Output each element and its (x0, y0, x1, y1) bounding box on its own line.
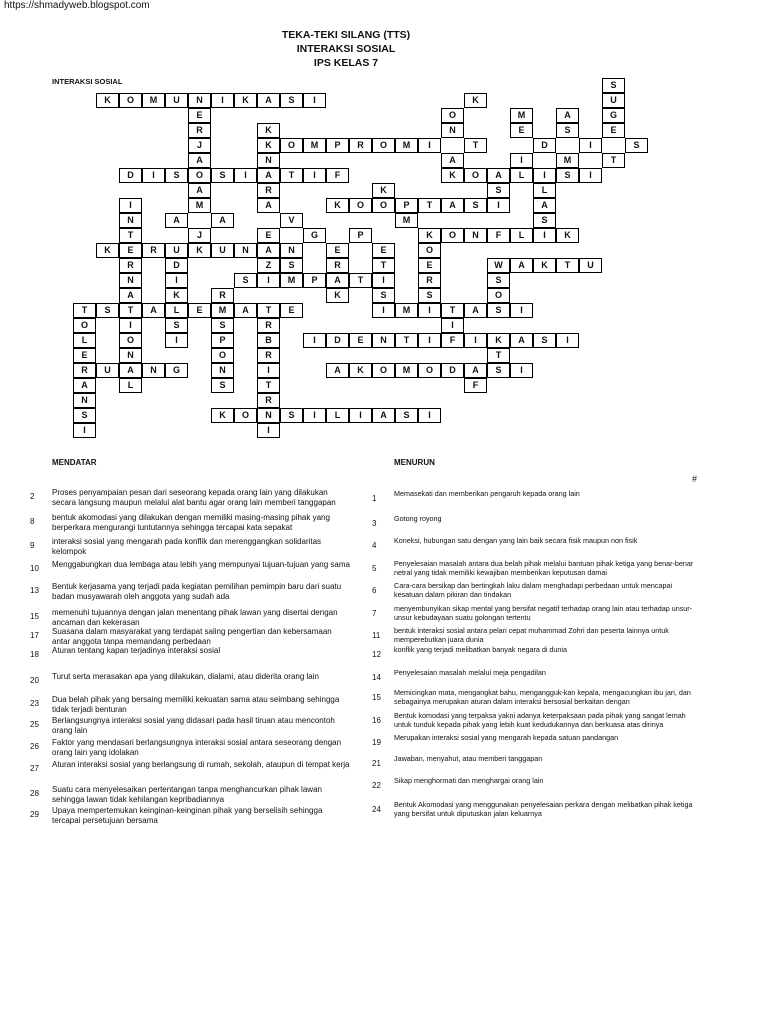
grid-cell: A (372, 408, 395, 423)
down-clue-text: Merupakan interaksi sosial yang mengarah kepada satuan pandangan (394, 733, 619, 742)
grid-cell: K (96, 93, 119, 108)
grid-cell: O (119, 93, 142, 108)
down-clue-number: 19 (372, 738, 381, 747)
grid-cell: K (211, 408, 234, 423)
grid-cell: K (326, 288, 349, 303)
grid-cell: O (280, 138, 303, 153)
grid-cell: R (211, 288, 234, 303)
grid-cell: N (119, 213, 142, 228)
grid-cell: E (280, 303, 303, 318)
grid-cell: O (441, 228, 464, 243)
grid-cell: I (579, 168, 602, 183)
grid-cell: A (441, 198, 464, 213)
grid-cell: B (257, 333, 280, 348)
down-clue-text: Bentuk komodasi yang terpaksa yakni adanya keterpaksaan pada pihak yang sangat lemah untuk tunduk kepada pihak yang lebih kuat kedudukannya dan berkuasa atas dirinya (394, 711, 686, 729)
grid-cell: N (73, 393, 96, 408)
grid-cell: S (280, 93, 303, 108)
grid-cell: S (211, 378, 234, 393)
grid-cell: K (487, 333, 510, 348)
grid-cell: S (487, 273, 510, 288)
grid-cell: E (326, 243, 349, 258)
grid-cell: R (188, 123, 211, 138)
grid-cell: G (602, 108, 625, 123)
grid-cell: S (487, 363, 510, 378)
grid-cell: P (326, 138, 349, 153)
across-clue-text: Berlangsungnya interaksi sosial yang didasari pada hasil tiruan atau mencontoh orang lain (52, 716, 335, 735)
down-clue-number: 3 (372, 519, 377, 528)
grid-cell: I (119, 198, 142, 213)
grid-cell: M (395, 363, 418, 378)
grid-cell: I (257, 423, 280, 438)
grid-cell: M (211, 303, 234, 318)
grid-cell: K (234, 93, 257, 108)
grid-cell: A (211, 213, 234, 228)
grid-cell: I (533, 168, 556, 183)
grid-cell: F (487, 228, 510, 243)
across-clue-text: Aturan tentang kapan terjadinya interaksi sosial (52, 646, 221, 655)
grid-cell: K (556, 228, 579, 243)
across-clue-number: 17 (30, 631, 39, 640)
grid-cell: S (464, 198, 487, 213)
across-clue-number: 23 (30, 699, 39, 708)
grid-cell: A (188, 153, 211, 168)
grid-cell: I (303, 333, 326, 348)
across-clue-number: 2 (30, 492, 35, 501)
grid-cell: T (73, 303, 96, 318)
grid-cell: A (464, 303, 487, 318)
down-clue-number: 12 (372, 650, 381, 659)
across-clue-number: 9 (30, 541, 35, 550)
grid-cell: J (188, 138, 211, 153)
grid-cell: S (533, 333, 556, 348)
grid-cell: I (510, 153, 533, 168)
grid-cell: I (165, 333, 188, 348)
grid-cell: L (165, 303, 188, 318)
grid-cell: S (372, 288, 395, 303)
down-clue-text: bentuk interaksi sosial antara pelari cepat muhammad Zohri dan peserta lainnya untuk memperebutkan juara dunia (394, 626, 669, 644)
across-clue-number: 10 (30, 564, 39, 573)
grid-cell: E (188, 303, 211, 318)
page-subtitle: INTERAKSI SOSIAL (296, 43, 396, 55)
grid-cell: A (257, 243, 280, 258)
down-clue-number: 21 (372, 759, 381, 768)
grid-cell: F (326, 168, 349, 183)
grid-cell: L (73, 333, 96, 348)
grid-cell: I (372, 273, 395, 288)
grid-cell: W (487, 258, 510, 273)
grid-cell: I (487, 198, 510, 213)
grid-cell: I (119, 318, 142, 333)
down-clue-number: 7 (372, 609, 377, 618)
grid-cell: T (119, 228, 142, 243)
grid-cell: I (510, 303, 533, 318)
grid-cell: O (188, 168, 211, 183)
grid-cell: M (395, 213, 418, 228)
grid-label: INTERAKSI SOSIAL (52, 77, 123, 86)
grid-cell: E (119, 243, 142, 258)
grid-cell: S (280, 258, 303, 273)
grid-cell: D (326, 333, 349, 348)
grid-cell: K (533, 258, 556, 273)
grid-cell: K (464, 93, 487, 108)
grid-cell: N (464, 228, 487, 243)
grid-cell: S (211, 318, 234, 333)
across-heading: MENDATAR (52, 458, 97, 467)
page-title: TEKA-TEKI SILANG (TTS) (281, 29, 411, 41)
grid-cell: S (395, 408, 418, 423)
across-clue-number: 29 (30, 810, 39, 819)
grid-cell: R (349, 138, 372, 153)
grid-cell: T (487, 348, 510, 363)
grid-cell: Z (257, 258, 280, 273)
grid-cell: P (395, 198, 418, 213)
down-heading: MENURUN (394, 458, 435, 467)
across-clue-number: 13 (30, 586, 39, 595)
grid-cell: N (188, 93, 211, 108)
grid-cell: K (326, 198, 349, 213)
down-clue-text: konflik yang terjadi melibatkan banyak negara di dunia (394, 645, 568, 654)
grid-cell: T (257, 378, 280, 393)
grid-cell: I (73, 423, 96, 438)
hash-mark: # (692, 474, 698, 484)
grid-cell: F (441, 333, 464, 348)
grid-cell: E (418, 258, 441, 273)
down-clue-number: 22 (372, 781, 381, 790)
grid-cell: A (119, 363, 142, 378)
grid-cell: D (165, 258, 188, 273)
grid-cell: O (119, 333, 142, 348)
grid-cell: M (510, 108, 533, 123)
grid-cell: A (510, 333, 533, 348)
across-clue-number: 26 (30, 742, 39, 751)
grid-cell: S (602, 78, 625, 93)
grid-cell: E (188, 108, 211, 123)
grid-cell: T (464, 138, 487, 153)
class-label: IPS KELAS 7 (313, 57, 379, 69)
grid-cell: A (326, 273, 349, 288)
grid-cell: S (625, 138, 648, 153)
grid-cell: S (165, 168, 188, 183)
grid-cell: U (96, 363, 119, 378)
grid-cell: S (556, 168, 579, 183)
grid-cell: U (165, 243, 188, 258)
grid-cell: I (579, 138, 602, 153)
down-clue-text: Cara-cara bersikap dan bertingkah laku dalam menghadapi perbedaan untuk mencapai kesatuan dalam pikiran dan tindakan (394, 581, 673, 599)
grid-cell: I (142, 168, 165, 183)
grid-cell: P (349, 228, 372, 243)
grid-cell: N (234, 243, 257, 258)
grid-cell: T (441, 303, 464, 318)
grid-cell: R (119, 258, 142, 273)
grid-cell: U (165, 93, 188, 108)
grid-cell: I (211, 93, 234, 108)
across-clue-text: Suasana dalam masyarakat yang terdapat saling pengertian dan kebersamaan antar anggota tanpa memandang perbedaan (52, 627, 332, 646)
across-clue-number: 20 (30, 676, 39, 685)
grid-cell: D (119, 168, 142, 183)
grid-cell: N (280, 243, 303, 258)
grid-cell: I (372, 303, 395, 318)
down-clue-number: 5 (372, 564, 377, 573)
grid-cell: I (441, 318, 464, 333)
down-clue-text: Gotong royong (394, 514, 442, 523)
grid-cell: O (418, 363, 441, 378)
grid-cell: D (441, 363, 464, 378)
grid-cell: E (510, 123, 533, 138)
across-clue-text: interaksi sosial yang mengarah pada konflik dan merenggangkan solidaritas kelompok (52, 537, 322, 556)
grid-cell: G (165, 363, 188, 378)
across-clue-text: Faktor yang mendasari berlangsungnya interaksi sosial antara seseorang dengan orang lain yang idolakan (52, 738, 342, 757)
grid-cell: O (418, 243, 441, 258)
grid-cell: O (349, 198, 372, 213)
grid-cell: A (188, 183, 211, 198)
across-clue-number: 18 (30, 650, 39, 659)
grid-cell: O (211, 348, 234, 363)
grid-cell: I (234, 168, 257, 183)
grid-cell: R (326, 258, 349, 273)
grid-cell: I (303, 93, 326, 108)
across-clue-number: 15 (30, 612, 39, 621)
down-clue-text: menyembunyikan sikap mental yang bersifat negatif terhadap orang lain atau terhadap unsur-unsur kebudayaan suatu golongan tertentu (394, 604, 693, 622)
grid-cell: O (234, 408, 257, 423)
across-clue-text: Aturan interaksi sosial yang berlangsung di rumah, sekolah, ataupun di tempat kerja (52, 760, 350, 769)
grid-cell: S (234, 273, 257, 288)
down-clue-text: Penyelesaian masalah antara dua belah pihak melalui bantuan pihak ketiga yang benar-benar netral yang tidak memiliki kewajiban memberikan keputusan damai (394, 559, 694, 577)
grid-cell: T (395, 333, 418, 348)
grid-cell: E (602, 123, 625, 138)
grid-cell: U (579, 258, 602, 273)
grid-cell: R (418, 273, 441, 288)
grid-cell: T (418, 198, 441, 213)
grid-cell: M (142, 93, 165, 108)
grid-cell: A (73, 378, 96, 393)
grid-cell: L (510, 168, 533, 183)
grid-cell: K (188, 243, 211, 258)
down-clue-text: Koneksi, hubungan satu dengan yang lain baik secara fisik maupun non fisik (394, 536, 638, 545)
grid-cell: N (441, 123, 464, 138)
grid-cell: I (303, 168, 326, 183)
grid-cell: N (257, 408, 280, 423)
grid-cell: R (257, 183, 280, 198)
grid-cell: K (96, 243, 119, 258)
grid-cell: A (119, 288, 142, 303)
down-clue-number: 15 (372, 693, 381, 702)
grid-cell: I (418, 408, 441, 423)
grid-cell: J (188, 228, 211, 243)
grid-cell: O (372, 363, 395, 378)
grid-cell: R (257, 393, 280, 408)
grid-cell: E (349, 333, 372, 348)
grid-cell: I (464, 333, 487, 348)
grid-cell: T (602, 153, 625, 168)
across-clue-text: Turut serta merasakan apa yang dilakukan, dialami, atau diderita orang lain (52, 672, 319, 681)
grid-cell: S (96, 303, 119, 318)
grid-cell: I (418, 303, 441, 318)
grid-cell: S (487, 303, 510, 318)
grid-cell: T (257, 303, 280, 318)
down-clue-number: 14 (372, 673, 381, 682)
grid-cell: L (326, 408, 349, 423)
down-clue-text: Sikap menghormati dan menghargai orang lain (394, 776, 544, 785)
grid-cell: I (349, 408, 372, 423)
grid-cell: S (487, 183, 510, 198)
grid-cell: R (142, 243, 165, 258)
grid-cell: P (211, 333, 234, 348)
grid-cell: O (372, 138, 395, 153)
grid-cell: L (533, 183, 556, 198)
across-clue-text: Upaya mempertemukan keinginan-keinginan pihak yang berselisih sehingga tercapai persetujuan bersama (52, 806, 323, 825)
grid-cell: M (556, 153, 579, 168)
grid-cell: M (395, 303, 418, 318)
grid-cell: I (257, 273, 280, 288)
across-clue-text: bentuk akomodasi yang dilakukan dengan memiliki masing-masing pihak yang berperkara mengurangi tuntutannya sehingga tercapai kata sepakat (52, 513, 330, 532)
across-clue-number: 28 (30, 789, 39, 798)
grid-cell: O (73, 318, 96, 333)
grid-cell: E (257, 228, 280, 243)
grid-cell: K (372, 183, 395, 198)
grid-cell: A (533, 198, 556, 213)
grid-cell: L (119, 378, 142, 393)
grid-cell: A (257, 93, 280, 108)
grid-cell: A (464, 363, 487, 378)
across-clue-number: 27 (30, 764, 39, 773)
grid-cell: I (418, 333, 441, 348)
crossword-grid (0, 0, 768, 460)
grid-cell: A (510, 258, 533, 273)
grid-cell: F (464, 378, 487, 393)
grid-cell: O (464, 168, 487, 183)
grid-cell: I (303, 408, 326, 423)
grid-cell: A (257, 198, 280, 213)
down-clue-number: 1 (372, 494, 377, 503)
grid-cell: D (533, 138, 556, 153)
grid-cell: E (73, 348, 96, 363)
grid-cell: M (188, 198, 211, 213)
grid-cell: M (303, 138, 326, 153)
grid-cell: R (257, 318, 280, 333)
grid-cell: N (119, 273, 142, 288)
down-clue-text: Memicingkan mata, mengangkat bahu, mengangguk-kan kepala, mengacungkan ibu jari, dan sebagainya merupakan aturan dalam interaksi bersosial berkaitan dengan (394, 688, 691, 706)
grid-cell: A (326, 363, 349, 378)
grid-cell: U (602, 93, 625, 108)
down-clue-text: Penyelesaian masalah melalui meja pengadilan (394, 668, 546, 677)
grid-cell: K (441, 168, 464, 183)
down-clue-text: Jawaban, menyahut, atau memberi tanggapan (394, 754, 543, 763)
grid-cell: N (142, 363, 165, 378)
grid-cell: S (533, 213, 556, 228)
grid-cell: M (280, 273, 303, 288)
grid-cell: K (349, 363, 372, 378)
down-clue-text: Bentuk Akomodasi yang menggunakan penyelesaian perkara dengan melibatkan pihak ketiga yang bersifat untuk diputuskan jalan keluarnya (394, 800, 693, 818)
down-clue-text: Memasekati dan memberikan pengaruh kepada orang lain (394, 489, 580, 498)
grid-cell: E (372, 243, 395, 258)
grid-cell: G (303, 228, 326, 243)
grid-cell: I (510, 363, 533, 378)
grid-cell: N (257, 153, 280, 168)
grid-cell: S (211, 168, 234, 183)
grid-cell: U (211, 243, 234, 258)
grid-cell: K (257, 138, 280, 153)
grid-cell: A (556, 108, 579, 123)
grid-cell: T (349, 273, 372, 288)
grid-cell: A (142, 303, 165, 318)
grid-cell: R (257, 348, 280, 363)
grid-cell: K (165, 288, 188, 303)
grid-cell: A (487, 168, 510, 183)
grid-cell: I (556, 333, 579, 348)
grid-cell: A (257, 168, 280, 183)
grid-cell: T (280, 168, 303, 183)
grid-cell: L (510, 228, 533, 243)
down-clue-number: 4 (372, 541, 377, 550)
across-clue-text: memenuhi tujuannya dengan jalan menentang pihak lawan yang disertai dengan ancaman dan kekerasan (52, 608, 338, 627)
across-clue-number: 25 (30, 720, 39, 729)
grid-cell: A (441, 153, 464, 168)
grid-cell: P (303, 273, 326, 288)
grid-cell: A (165, 213, 188, 228)
grid-cell: T (556, 258, 579, 273)
down-clue-number: 24 (372, 805, 381, 814)
grid-cell: I (257, 363, 280, 378)
grid-cell: S (556, 123, 579, 138)
blog-url[interactable]: https://shmadyweb.blogspot.com (4, 0, 150, 11)
across-clue-text: Dua belah pihak yang bersaing memiliki kekuatan sama atau seimbang sehingga tidak terjadi benturan (52, 695, 340, 714)
grid-cell: T (119, 303, 142, 318)
grid-cell: S (418, 288, 441, 303)
across-clue-text: Suatu cara menyelesaikan pertentangan tanpa menghancurkan pihak lawan sehingga lawan tidak kehilangan kepribadiannya (52, 785, 322, 804)
grid-cell: M (395, 138, 418, 153)
grid-cell: O (372, 198, 395, 213)
down-clue-number: 11 (372, 631, 381, 640)
grid-cell: N (211, 363, 234, 378)
down-clue-number: 16 (372, 716, 381, 725)
across-clue-text: Menggabungkan dua lembaga atau lebih yang mempunyai tujuan-tujuan yang sama (52, 560, 350, 569)
grid-cell: T (372, 258, 395, 273)
grid-cell: V (280, 213, 303, 228)
grid-cell: I (418, 138, 441, 153)
grid-cell: O (487, 288, 510, 303)
across-clue-number: 8 (30, 517, 35, 526)
grid-cell: I (165, 273, 188, 288)
grid-cell: S (165, 318, 188, 333)
grid-cell: K (418, 228, 441, 243)
across-clue-text: Bentuk kerjasama yang terjadi pada kegiatan pemilihan pemimpin baru dari suatu badan musyawarah oleh anggota yang sudah ada (52, 582, 342, 601)
grid-cell: N (119, 348, 142, 363)
grid-cell: O (441, 108, 464, 123)
grid-cell: I (533, 228, 556, 243)
grid-cell: S (280, 408, 303, 423)
grid-cell: K (257, 123, 280, 138)
grid-cell: S (73, 408, 96, 423)
grid-cell: N (372, 333, 395, 348)
down-clue-number: 6 (372, 586, 377, 595)
grid-cell: A (234, 303, 257, 318)
across-clue-text: Proses penyampaian pesan dari seseorang kepada orang lain yang dilakukan secara langsung maupun melalui alat bantu agar orang lain memberi tanggapan (52, 488, 336, 507)
grid-cell: R (73, 363, 96, 378)
